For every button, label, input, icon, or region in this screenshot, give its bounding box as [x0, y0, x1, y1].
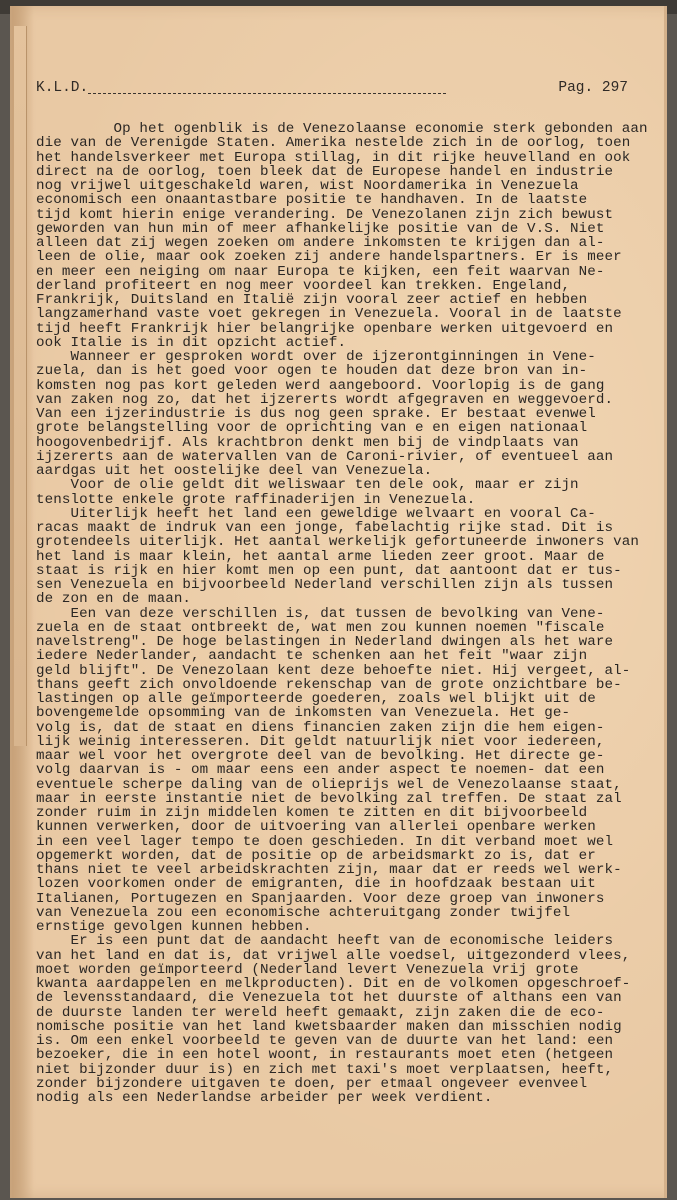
text-line: moet worden geïmporteerd (Nederland levert Venezuela vrij grote — [36, 961, 579, 978]
text-line: ijzererts aan de watervallen van de Caroni-rivier, of eventueel aan — [36, 448, 614, 465]
body-text — [36, 122, 648, 1105]
text-line: bovengemelde opsomming van de inkomsten van Venezuela. Het ge- — [36, 705, 571, 722]
text-line: Uiterlijk heeft het land een geweldige welvaart en vooral Ca- — [36, 505, 596, 522]
text-line: Er is een punt dat de aandacht heeft van de economische leiders — [36, 933, 614, 950]
text-line: sen Venezuela en bijvoorbeeld Nederland verschillen zijn als tussen — [36, 577, 614, 593]
text-line: kunnen verwerken, door de uitvoering van allerlei openbare werken — [36, 819, 596, 836]
text-line: hoogovenbedrijf. Als krachtbron denkt men bij de vindplaats van — [36, 434, 579, 451]
header-code: K.L.D. — [36, 80, 89, 96]
text-line: Wanneer er gesproken wordt over de ijzerontginningen in Vene- — [36, 349, 596, 365]
text-line: van Venezuela zou een economische achteruitgang zonder twijfel — [36, 904, 571, 921]
text-line: aardgas uit het oostelijke deel van Venezuela. — [36, 463, 433, 479]
text-line: tenslotte enkele grote raffinaderijen in Venezuela. — [36, 491, 476, 508]
header-rule — [88, 93, 446, 94]
text-line: thans geeft zich onvoldoende rekenschap van de grote onzichtbare be- — [36, 676, 622, 693]
text-line: de zon en de maan. — [36, 591, 192, 608]
text-line: volg is, dat de staat en diens financien zaken zijn die hem eigen- — [36, 719, 605, 736]
text-line: direct na de oorlog, toen bleek dat de Europese handel en industrie — [36, 163, 614, 180]
text-line: Italianen, Portugezen en Spanjaarden. Voor deze groep van inwoners — [36, 890, 605, 907]
text-line: derland profiteert en nog meer voordeel kan trekken. Engeland, — [36, 277, 571, 294]
document-page — [10, 6, 667, 1198]
text-line: Op het ogenblik is de Venezolaanse economie sterk gebonden aan — [36, 121, 648, 137]
text-line: de duurste landen ter wereld heeft gemaakt, zijn zaken die de eco- — [36, 1004, 605, 1021]
text-line: lastingen op alle geïmporteerde goederen, zoals wel blijkt uit de — [36, 691, 596, 707]
text-line: eventuele scherpe daling van de olieprijs wel de Venezolaanse staat, — [36, 776, 622, 793]
text-line: leen de olie, maar ook zoeken zij andere handelspartners. Er is meer — [36, 249, 622, 266]
text-line: maar in eerste instantie niet de bevolking zal treffen. De staat zal — [36, 790, 622, 807]
page-number: Pag. 297 — [558, 80, 628, 96]
text-line: economisch een onaantastbare positie te handhaven. In de laatste — [36, 192, 588, 209]
text-line: thans niet te veel arbeidskrachten zijn, maar dat er reeds wel werk- — [36, 862, 622, 878]
text-line: tijd heeft Frankrijk hier belangrijke openbare werken uitgevoerd en — [36, 320, 614, 337]
text-line: niet bijzonder duur is) en zich met taxi's moet verplaatsen, heeft, — [36, 1061, 614, 1078]
text-line: racas maakt de indruk van een jonge, fabelachtig rijke stad. Dit is — [36, 520, 614, 536]
text-line: staat is rijk en hier komt men op een punt, dat aantoont dat er tus- — [36, 562, 622, 579]
binding-strip — [14, 26, 27, 746]
text-line: lozen voorkomen onder de emigranten, die in hoofdzaak bestaan uit — [36, 876, 596, 893]
text-line: langzamerhand vaste voet gekregen in Venezuela. Vooral in de laatste — [36, 306, 622, 323]
text-line: tijd komt hierin enige verandering. De Venezolanen zijn zich bewust — [36, 206, 614, 223]
text-line: in een veel lager tempo te doen geschieden. In dit verband moet wel — [36, 833, 614, 850]
text-line: geworden van hun min of meer afhankelijke positie van de V.S. Niet — [36, 220, 605, 237]
text-line: die van de Verenigde Staten. Amerika nestelde zich in de oorlog, toen — [36, 135, 631, 152]
text-line: maar wel voor het overgrote deel van de bevolking. Het directe ge- — [36, 748, 605, 764]
text-line: nomische positie van het land kwetsbaarder maken dan misschien nodig — [36, 1018, 622, 1035]
text-line: nog vrijwel uitgeschakeld waren, wist Noordamerika in Venezuela — [36, 178, 579, 194]
text-line: navelstreng". De hoge belastingen in Nederland dwingen als het ware — [36, 634, 614, 650]
text-line: de levensstandaard, die Venezuela tot het duurste of althans een van — [36, 990, 622, 1007]
text-line: nodig als een Nederlandse arbeider per week verdient. — [36, 1090, 493, 1106]
text-line: ernstige gevolgen kunnen hebben. — [36, 919, 312, 935]
text-line: zuela en de staat ontbreekt de, wat men zou kunnen noemen "fiscale — [36, 619, 605, 636]
text-line: ook Italie is in dit opzicht actief. — [36, 334, 347, 351]
text-line: zuela, dan is het goed voor ogen te houden dat deze bron van in- — [36, 363, 588, 380]
text-line: Een van deze verschillen is, dat tussen de bevolking van Vene- — [36, 605, 605, 622]
text-line: lijk weinig interesseren. Dit geldt natuurlijk niet voor iedereen, — [36, 733, 605, 750]
text-line: het handelsverkeer met Europa stillag, in dit rijke heuvelland en ook — [36, 149, 631, 166]
text-line: Van een ijzerindustrie is dus nog geen sprake. Er bestaat evenwel — [36, 406, 596, 422]
text-line: alleen dat zij wegen zoeken om andere inkomsten te krijgen dan al- — [36, 235, 605, 251]
text-line: het land is maar klein, het aantal arme lieden zeer groot. Maar de — [36, 548, 605, 565]
page-header — [36, 78, 628, 98]
page-edge — [664, 6, 667, 1198]
text-line: iedere Nederlander, aandacht te schenken aan het feit "waar zijn — [36, 648, 588, 665]
text-line: Frankrijk, Duitsland en Italië zijn vooral zeer actief en hebben — [36, 292, 588, 308]
text-line: van zaken nog zo, dat het ijzererts wordt afgegraven en weggevoerd. — [36, 391, 614, 408]
text-line: grote belangstelling voor de oprichting van e en eigen nationaal — [36, 420, 588, 437]
text-line: kwanta aardappelen en melkproducten). Dit en de volkomen opgeschroef- — [36, 976, 631, 992]
text-line: zonder ruim in zijn middelen komen te zitten en dit bijvoorbeeld — [36, 805, 588, 821]
text-line: van het land en dat is, dat vrijwel alle voedsel, uitgezonderd vlees, — [36, 947, 631, 964]
text-line: grotendeels uiterlijk. Het aantal werkelijk gefortuneerde inwoners van — [36, 534, 639, 551]
text-line: komsten nog pas kort geleden werd aangeboord. Voorlopig is de gang — [36, 377, 605, 394]
text-line: Voor de olie geldt dit weliswaar ten dele ook, maar er zijn — [36, 477, 579, 494]
text-line: is. Om een enkel voorbeeld te geven van de duurte van het land: een — [36, 1033, 614, 1049]
text-line: en meer een neiging om naar Europa te kijken, een feit waarvan Ne- — [36, 263, 605, 280]
text-line: volg daarvan is - om maar eens een ander aspect te noemen- dat een — [36, 762, 605, 779]
text-line: geld blijft". De Venezolaan kent deze behoefte niet. Hij vergeet, al- — [36, 662, 631, 679]
text-line: opgemerkt worden, dat de positie op de arbeidsmarkt zo is, dat er — [36, 847, 596, 864]
text-line: bezoeker, die in een hotel woont, in restaurants moet eten (hetgeen — [36, 1047, 614, 1064]
text-line: zonder bijzondere uitgaven te doen, per etmaal ongeveer evenveel — [36, 1075, 588, 1092]
